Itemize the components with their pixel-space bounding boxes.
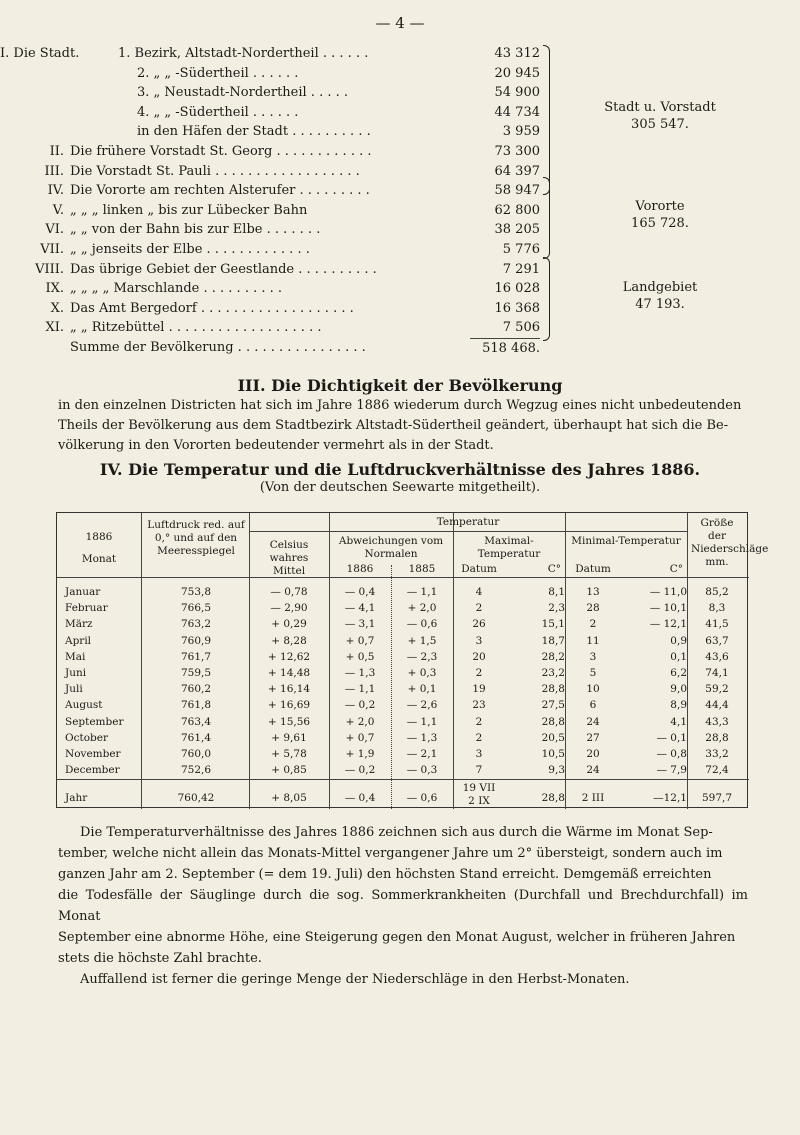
population-row-label: Die frühere Vorstadt St. Georg . . . . . . . . . . . . bbox=[70, 144, 372, 159]
footer-line: September eine abnorme Höhe, eine Steigerung gegen den Monat August, welcher in früheren Jahren bbox=[58, 930, 736, 945]
table-cell-min-date: 2 bbox=[589, 618, 597, 631]
table-cell-min-val: — 12,1 bbox=[649, 618, 687, 631]
table-cell-celsius: + 9,61 bbox=[271, 731, 307, 744]
table-cell-celsius: + 15,56 bbox=[267, 715, 311, 728]
population-row-value: 58 947 bbox=[494, 183, 540, 199]
table-cell-min-val: — 0,8 bbox=[656, 748, 687, 760]
table-cell-min-val: — 10,1 bbox=[649, 602, 687, 615]
table-cell-pressure: 761,7 bbox=[180, 650, 212, 663]
table-cell-rain: 33,2 bbox=[705, 748, 729, 760]
table-cell-dev1885: + 1,5 bbox=[407, 634, 437, 647]
table-cell-pressure: 763,2 bbox=[180, 618, 212, 631]
table-cell-celsius: + 0,85 bbox=[271, 764, 307, 777]
year-min-date: 2 III bbox=[581, 792, 605, 804]
table-cell-dev1885: — 0,3 bbox=[406, 764, 438, 777]
table-cell-dev1886: + 0,7 bbox=[345, 731, 375, 744]
table-cell-min-date: 5 bbox=[589, 667, 597, 679]
footer-line: Auffallend ist ferner die geringe Menge der Niederschläge in den Herbst-Monaten. bbox=[80, 972, 630, 987]
table-cell-pressure: 753,8 bbox=[180, 586, 212, 598]
population-row-label: „ „ von der Bahn bis zur Elbe . . . . . . . bbox=[70, 222, 321, 238]
table-cell-max-date: 2 bbox=[475, 715, 483, 728]
population-row-number: II. bbox=[49, 144, 64, 159]
population-row-value: 20 945 bbox=[494, 65, 540, 81]
table-cell-max-val: 2,3 bbox=[548, 602, 565, 615]
table-cell-month: April bbox=[65, 634, 92, 647]
table-cell-month: März bbox=[65, 618, 93, 631]
table-cell-dev1885: — 1,1 bbox=[406, 715, 438, 728]
table-cell-dev1886: — 1,1 bbox=[344, 683, 376, 696]
table-cell-max-date: 2 bbox=[475, 667, 483, 679]
table-cell-pressure: 761,8 bbox=[180, 699, 212, 712]
table-cell-dev1885: — 2,3 bbox=[406, 650, 438, 663]
population-row-number: III. bbox=[44, 163, 64, 179]
year-min-val: —12,1 bbox=[653, 792, 687, 804]
population-row-label: Summe der Bevölkerung . . . . . . . . . . . . . . . . bbox=[70, 340, 366, 355]
table-cell-max-date: 19 bbox=[472, 683, 486, 696]
population-row bbox=[0, 103, 560, 123]
table-cell-rain: 85,2 bbox=[705, 586, 729, 598]
group-rural-label: Landgebiet 47 193. bbox=[622, 280, 698, 312]
table-cell-min-date: 20 bbox=[586, 748, 600, 760]
table-cell-rain: 8,3 bbox=[708, 602, 726, 615]
header-min: Minimal-Temperatur bbox=[571, 535, 681, 547]
table-cell-dev1885: — 2,1 bbox=[406, 748, 438, 760]
table-cell-dev1885: + 0,1 bbox=[407, 683, 437, 696]
table-cell-max-val: 28,2 bbox=[541, 650, 565, 663]
table-cell-max-date: 7 bbox=[475, 764, 483, 777]
table-cell-min-val: 6,2 bbox=[670, 667, 687, 679]
table-cell-max-val: 28,8 bbox=[541, 683, 565, 696]
table-cell-month: December bbox=[65, 764, 120, 777]
table-cell-min-val: 8,9 bbox=[670, 699, 687, 712]
population-row bbox=[0, 338, 560, 358]
population-row-label: 1. Bezirk, Altstadt-Nordertheil . . . . . . bbox=[118, 46, 369, 61]
population-row-number: I. Die Stadt. bbox=[0, 46, 80, 61]
population-row-label: Die Vorstadt St. Pauli . . . . . . . . . . . . . . . . . . bbox=[70, 163, 360, 179]
table-cell-rain: 74,1 bbox=[705, 667, 729, 679]
table-cell-dev1886: + 0,5 bbox=[345, 650, 375, 663]
header-max: Maximal-Temperatur bbox=[477, 535, 541, 560]
table-cell-max-val: 28,8 bbox=[541, 715, 565, 728]
year-celsius: + 8,05 bbox=[271, 792, 307, 804]
population-row-number: IV. bbox=[47, 183, 64, 199]
footer-text bbox=[58, 822, 748, 990]
population-row-value: 44 734 bbox=[494, 104, 540, 120]
table-cell-celsius: + 8,28 bbox=[271, 634, 307, 647]
population-row-value: 73 300 bbox=[494, 144, 540, 159]
table-cell-dev1886: — 4,1 bbox=[344, 602, 376, 615]
table-cell-max-val: 9,3 bbox=[548, 764, 565, 777]
table-cell-pressure: 763,4 bbox=[180, 715, 212, 728]
population-row bbox=[0, 260, 560, 280]
table-cell-celsius: — 2,90 bbox=[270, 602, 308, 615]
table-cell-dev1886: — 3,1 bbox=[344, 618, 376, 631]
header-year: 1886 bbox=[85, 531, 113, 543]
table-cell-dev1886: + 1,9 bbox=[345, 748, 375, 760]
population-row bbox=[0, 279, 560, 299]
population-row-value: 54 900 bbox=[494, 85, 540, 101]
year-max-date1: 19 VII bbox=[462, 782, 496, 794]
population-row-label: Das Amt Bergedorf . . . . . . . . . . . . . . . . . . . bbox=[70, 300, 354, 316]
population-row bbox=[0, 318, 560, 338]
temperature-table bbox=[56, 512, 769, 808]
population-row-label: 2. „ „ -Südertheil . . . . . . bbox=[137, 65, 299, 81]
header-min-c: C° bbox=[669, 563, 683, 575]
table-cell-min-val: — 0,1 bbox=[656, 731, 687, 744]
table-cell-dev1886: — 0,4 bbox=[344, 586, 376, 598]
table-cell-month: Januar bbox=[65, 586, 101, 598]
table-cell-dev1885: + 2,0 bbox=[407, 602, 437, 615]
table-cell-max-date: 20 bbox=[472, 650, 486, 663]
table-cell-min-val: 0,1 bbox=[670, 650, 687, 663]
table-cell-dev1886: — 0,2 bbox=[344, 699, 376, 712]
table-cell-max-date: 3 bbox=[475, 748, 483, 760]
population-row-value: 38 205 bbox=[494, 222, 540, 238]
population-row bbox=[0, 162, 560, 182]
population-row-number: VIII. bbox=[35, 261, 64, 277]
table-cell-min-date: 10 bbox=[586, 683, 600, 696]
table-cell-month: Juni bbox=[65, 667, 87, 679]
table-cell-min-val: — 11,0 bbox=[649, 586, 687, 598]
population-row-label: „ „ „ linken „ bis zur Lübecker Bahn bbox=[70, 202, 308, 218]
table-cell-rain: 44,4 bbox=[705, 699, 729, 712]
population-row-label: „ „ Ritzebüttel . . . . . . . . . . . . . . . . . . . bbox=[70, 320, 322, 336]
table-cell-max-date: 2 bbox=[475, 731, 483, 744]
table-cell-min-val: — 7,9 bbox=[656, 764, 687, 777]
year-pressure: 760,42 bbox=[177, 792, 215, 804]
population-row-value: 16 368 bbox=[494, 300, 540, 316]
table-cell-pressure: 760,9 bbox=[180, 634, 212, 647]
table-cell-celsius: + 14,48 bbox=[267, 667, 311, 679]
table-cell-dev1886: — 0,2 bbox=[344, 764, 376, 777]
table-cell-max-date: 4 bbox=[475, 586, 483, 598]
population-row-label: Die Vororte am rechten Alsterufer . . . . . . . . . bbox=[70, 183, 370, 199]
table-cell-max-val: 10,5 bbox=[541, 748, 565, 760]
population-row-value: 64 397 bbox=[494, 163, 540, 179]
table-cell-dev1886: + 2,0 bbox=[345, 715, 375, 728]
year-max-date2: 2 IX bbox=[468, 795, 490, 807]
population-row bbox=[0, 64, 560, 84]
table-cell-max-val: 18,7 bbox=[541, 634, 565, 647]
brace-city bbox=[543, 45, 550, 195]
header-min-date: Datum bbox=[575, 563, 611, 575]
table-cell-dev1886: + 0,7 bbox=[345, 634, 375, 647]
header-max-c: C° bbox=[547, 563, 561, 575]
section4-heading: IV. Die Temperatur und die Luftdruckverhältnisse des Jahres 1886. bbox=[99, 460, 701, 479]
table-cell-celsius: + 12,62 bbox=[267, 650, 311, 663]
table-cell-pressure: 759,5 bbox=[180, 667, 212, 679]
header-dev-1886: 1886 bbox=[346, 563, 374, 575]
table-cell-min-date: 11 bbox=[586, 634, 600, 647]
table-cell-celsius: + 16,14 bbox=[267, 683, 311, 696]
header-dev-1885: 1885 bbox=[408, 563, 436, 575]
population-row bbox=[0, 83, 560, 103]
section3-text: in den einzelnen Districten hat sich im Jahre 1886 wiederum durch Wegzug eines nicht unbedeutenden Theils der Bevölkerung aus dem Stadtbezirk Altstadt-Südertheil geändert, überhaupt hat sich die Be- völkerung in den Vororten bedeutender vermehrt als in der Stadt. bbox=[58, 398, 742, 453]
year-max-val: 28,8 bbox=[541, 792, 565, 804]
table-cell-month: Mai bbox=[65, 650, 86, 663]
table-cell-rain: 43,6 bbox=[705, 650, 729, 663]
population-row bbox=[0, 201, 560, 221]
header-month: Monat bbox=[81, 553, 117, 565]
population-row-value: 3 959 bbox=[502, 124, 540, 140]
table-cell-month: August bbox=[65, 699, 103, 712]
section3-heading: III. Die Dichtigkeit der Bevölkerung bbox=[237, 376, 563, 395]
footer-line: Die Temperaturverhältnisse des Jahres 1886 zeichnen sich aus durch die Wärme im Monat Sep- bbox=[80, 825, 713, 840]
table-cell-min-date: 27 bbox=[586, 731, 600, 744]
header-deviation: Abweichungen vom Normalen bbox=[338, 535, 444, 560]
population-row bbox=[0, 181, 560, 201]
group-suburbs-label: Vororte 165 728. bbox=[631, 199, 689, 231]
table-cell-rain: 72,4 bbox=[705, 764, 729, 777]
population-row-label: „ „ „ „ Marschlande . . . . . . . . . . bbox=[70, 281, 283, 297]
population-row bbox=[0, 142, 560, 162]
table-cell-pressure: 761,4 bbox=[180, 731, 212, 744]
brace-suburbs bbox=[543, 177, 550, 259]
table-cell-dev1885: — 2,6 bbox=[406, 699, 438, 712]
table-cell-rain: 28,8 bbox=[705, 731, 729, 744]
header-max-date: Datum bbox=[461, 563, 497, 575]
table-cell-pressure: 752,6 bbox=[180, 764, 212, 777]
population-row-value: 7 506 bbox=[502, 320, 540, 336]
table-cell-min-val: 0,9 bbox=[670, 634, 687, 647]
population-row-value: 62 800 bbox=[494, 202, 540, 218]
header-temperature: Temperatur bbox=[436, 516, 500, 528]
table-cell-dev1885: — 1,1 bbox=[406, 586, 438, 598]
population-row-label: in den Häfen der Stadt . . . . . . . . . . bbox=[137, 124, 371, 140]
table-cell-month: September bbox=[65, 715, 124, 728]
table-cell-rain: 43,3 bbox=[705, 715, 729, 728]
header-rain: Größe der Niederschläge mm. bbox=[691, 517, 769, 568]
table-cell-rain: 59,2 bbox=[705, 683, 729, 696]
population-row-number: V. bbox=[52, 202, 64, 218]
table-cell-rain: 63,7 bbox=[705, 634, 729, 647]
population-row-label: 4. „ „ -Südertheil . . . . . . bbox=[137, 104, 299, 120]
table-cell-min-date: 13 bbox=[586, 586, 600, 598]
population-row bbox=[0, 240, 560, 260]
table-cell-max-val: 23,2 bbox=[541, 667, 565, 679]
table-cell-pressure: 760,2 bbox=[180, 683, 212, 696]
page-number: — 4 — bbox=[375, 14, 425, 32]
table-cell-max-date: 3 bbox=[475, 634, 483, 647]
year-dev1886: — 0,4 bbox=[344, 792, 376, 804]
table-cell-celsius: + 0,29 bbox=[271, 618, 307, 631]
table-cell-month: Februar bbox=[65, 602, 108, 615]
footer-line: ganzen Jahr am 2. September (= dem 19. Juli) den höchsten Stand erreicht. Demgemäß erreichten bbox=[58, 867, 712, 882]
table-cell-max-date: 2 bbox=[475, 602, 483, 615]
footer-line: stets die höchste Zahl brachte. bbox=[58, 951, 262, 966]
population-row-label: „ „ jenseits der Elbe . . . . . . . . . . . . . bbox=[70, 242, 310, 257]
brace-rural bbox=[543, 257, 550, 341]
table-cell-month: November bbox=[65, 748, 121, 760]
table-cell-min-date: 24 bbox=[586, 715, 600, 728]
footer-line: die Todesfälle der Säuglinge durch die sog. Sommerkrankheiten (Durchfall und Brechdurchfall) im Monat bbox=[58, 888, 748, 924]
table-cell-max-date: 23 bbox=[472, 699, 486, 712]
table-cell-max-val: 27,5 bbox=[541, 699, 565, 712]
population-row-number: X. bbox=[50, 300, 64, 316]
table-cell-min-val: 9,0 bbox=[670, 683, 687, 696]
population-row bbox=[0, 220, 560, 240]
header-pressure: Luftdruck red. auf 0,° und auf den Meeresspiegel bbox=[147, 519, 245, 557]
population-row-value: 43 312 bbox=[494, 46, 540, 61]
table-cell-celsius: + 16,69 bbox=[267, 699, 311, 712]
population-row-label: Das übrige Gebiet der Geestlande . . . . . . . . . . bbox=[70, 261, 377, 277]
table-cell-min-val: 4,1 bbox=[670, 715, 687, 728]
table-cell-dev1885: — 1,3 bbox=[406, 731, 438, 744]
population-row-number: IX. bbox=[45, 281, 64, 297]
table-cell-max-date: 26 bbox=[472, 618, 486, 631]
table-cell-month: Juli bbox=[65, 683, 83, 696]
population-row-value: 16 028 bbox=[494, 281, 540, 297]
table-cell-dev1886: — 1,3 bbox=[344, 667, 376, 679]
population-row-value: 518 468. bbox=[470, 338, 540, 359]
table-cell-min-date: 28 bbox=[586, 602, 600, 615]
population-row bbox=[0, 122, 560, 142]
table-cell-max-val: 15,1 bbox=[541, 618, 565, 631]
population-row-label: 3. „ Neustadt-Nordertheil . . . . . bbox=[137, 85, 349, 101]
year-rain: 597,7 bbox=[701, 792, 733, 804]
table-cell-max-val: 8,1 bbox=[548, 586, 565, 598]
table-cell-dev1885: + 0,3 bbox=[407, 667, 437, 679]
footer-line: tember, welche nicht allein das Monats-Mittel vergangener Jahre um 2° übersteigt, sondern auch im bbox=[58, 846, 723, 861]
population-row-value: 5 776 bbox=[502, 242, 540, 257]
population-row-number: VI. bbox=[45, 222, 64, 238]
table-cell-dev1885: — 0,6 bbox=[406, 618, 438, 631]
table-cell-pressure: 760,0 bbox=[180, 748, 212, 760]
group-city-label: Stadt u. Vorstadt 305 547. bbox=[604, 100, 716, 132]
table-cell-min-date: 6 bbox=[589, 699, 597, 712]
table-cell-pressure: 766,5 bbox=[180, 602, 212, 615]
year-month: Jahr bbox=[65, 792, 88, 804]
header-celsius: Celsius wahres Mittel bbox=[269, 539, 309, 577]
population-row-value: 7 291 bbox=[502, 261, 540, 277]
population-row bbox=[0, 44, 560, 64]
table-cell-celsius: — 0,78 bbox=[270, 586, 308, 598]
population-row-number: XI. bbox=[45, 320, 64, 336]
table-cell-max-val: 20,5 bbox=[541, 731, 565, 744]
table-cell-min-date: 3 bbox=[589, 650, 597, 663]
population-row-number: VII. bbox=[40, 242, 64, 257]
section4-subheading: (Von der deutschen Seewarte mitgetheilt). bbox=[259, 480, 541, 495]
table-cell-rain: 41,5 bbox=[705, 618, 729, 631]
table-cell-min-date: 24 bbox=[586, 764, 600, 777]
year-dev1885: — 0,6 bbox=[406, 792, 438, 804]
table-cell-celsius: + 5,78 bbox=[271, 748, 307, 760]
population-row bbox=[0, 299, 560, 319]
table-cell-month: October bbox=[65, 731, 108, 744]
